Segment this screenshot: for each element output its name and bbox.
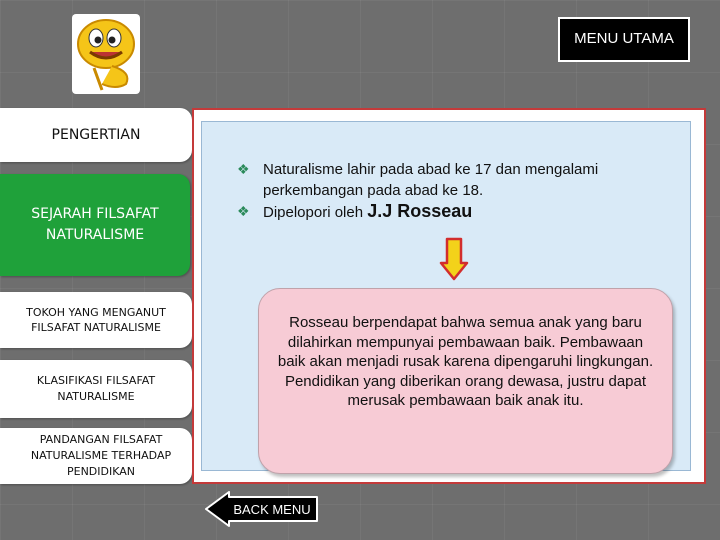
menu-utama-button[interactable]: MENU UTAMA (558, 17, 690, 62)
sidebar-item-tokoh[interactable]: TOKOH YANG MENGANUT FILSAFAT NATURALISME (0, 292, 192, 348)
bullet-text: Dipelopori oleh (263, 204, 368, 221)
list-item (237, 159, 677, 201)
back-menu-button[interactable] (205, 491, 318, 527)
bullet-list (237, 159, 677, 223)
smiley-mascot-icon (72, 14, 140, 94)
list-item (237, 201, 677, 223)
explanation-box (258, 288, 673, 474)
content-inner-area (201, 121, 691, 471)
sidebar-item-sejarah[interactable]: SEJARAH FILSAFAT NATURALISME (0, 174, 190, 276)
back-menu-label: BACK MENU (233, 501, 311, 517)
bullet-text: Naturalisme lahir pada abad ke 17 dan mengalami perkembangan pada abad ke 18. (263, 161, 599, 199)
sidebar-item-pengertian[interactable]: PENGERTIAN (0, 108, 192, 162)
sidebar-item-pandangan[interactable]: PANDANGAN FILSAFAT NATURALISME TERHADAP PENDIDIKAN (0, 428, 192, 484)
bullet-diamond-icon: ❖ (237, 203, 250, 219)
down-arrow-icon (439, 237, 469, 281)
sidebar-item-klasifikasi[interactable]: KLASIFIKASI FILSAFAT NATURALISME (0, 360, 192, 418)
bullet-diamond-icon: ❖ (237, 161, 250, 177)
author-name: J.J Rosseau (367, 201, 473, 221)
content-panel (192, 108, 706, 484)
explanation-text: Rosseau berpendapat bahwa semua anak yang baru dilahirkan mempunyai pembawaan baik. Pembawaan baik akan menjadi rusak karena dipengaruhi lingkungan. Pendidikan yang diberikan orang dewasa, justru dapat merusak pembawaan baik anak itu. (277, 314, 654, 409)
